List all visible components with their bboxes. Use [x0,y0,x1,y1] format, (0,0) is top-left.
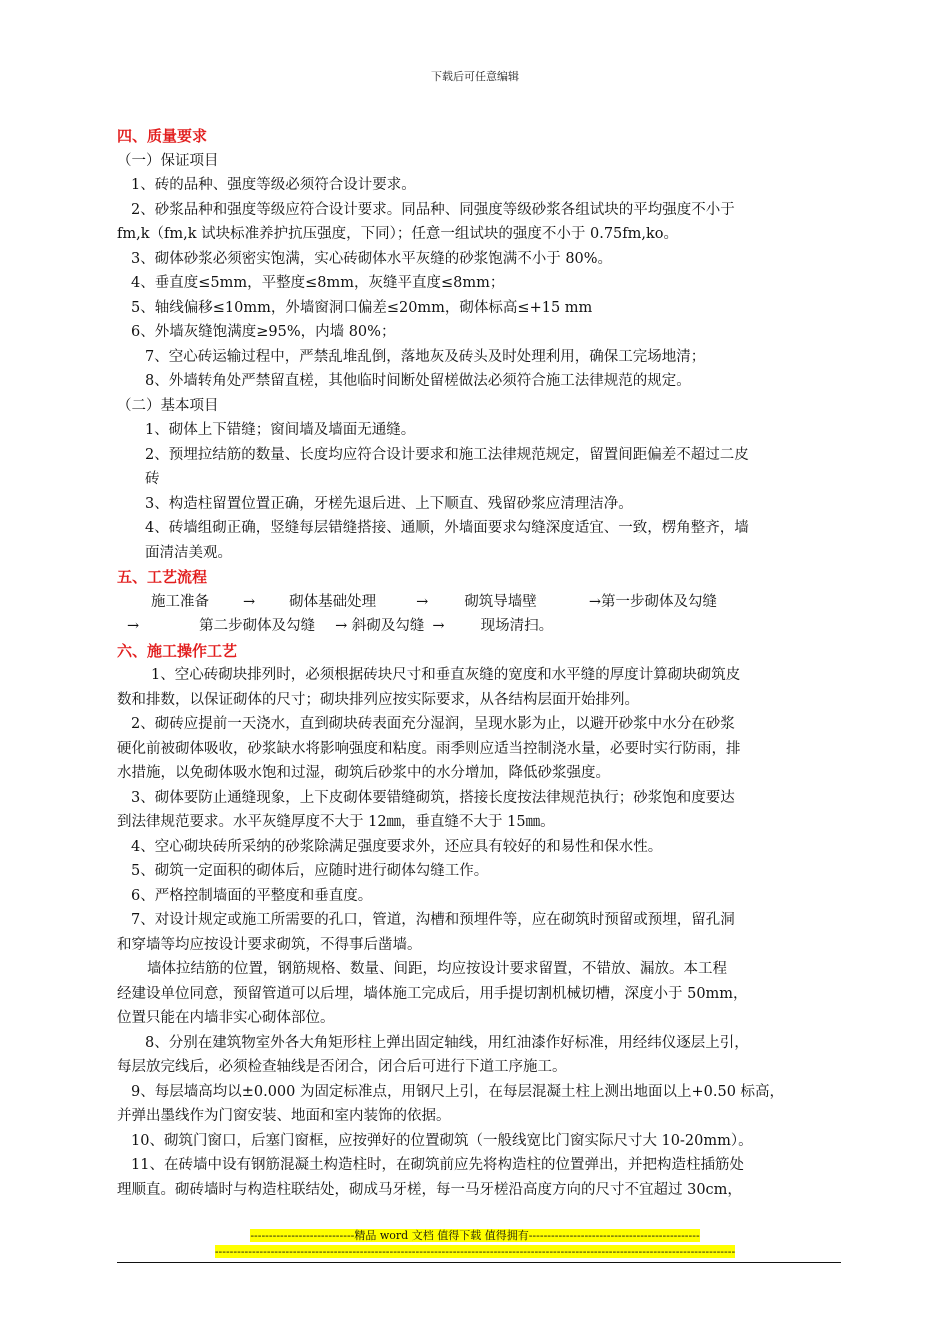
flow-step: 砌筑导墙壁 [464,593,537,610]
paragraph-line: 8、分别在建筑物室外各大角矩形柱上弹出固定轴线，用红油漆作好标准，用经纬仪逐层上引， [145,1034,749,1051]
footer-rule [117,1262,841,1263]
paragraph-line: 2、预埋拉结筋的数量、长度均应符合设计要求和施工法律规范规定，留置间距偏差不超过二皮 [145,446,749,463]
flow-step: 施工准备 [151,593,209,610]
paragraph-line: 理顺直。砌砖墙时与构造柱联结处，砌成马牙槎，每一马牙槎沿高度方向的尺寸不宜超过 30cm， [117,1181,742,1198]
paragraph-line: 墙体拉结筋的位置，钢筋规格、数量、间距，均应按设计要求留置，不错放、漏放。本工程 [147,961,727,977]
paragraph-line: 7、对设计规定或施工所需要的孔口，管道，沟槽和预埋件等，应在砌筑时预留或预埋，留孔洞 [131,912,735,928]
paragraph-line: 数和排数，以保证砌体的尺寸；砌块排列应按实际要求，从各结构层面开始排列。 [117,691,639,708]
paragraph-line: 4、垂直度≤5mm，平整度≤8mm，灰缝平直度≤8mm； [131,275,505,291]
paragraph-line: 每层放完线后，必须检查轴线是否闭合，闭合后可进行下道工序施工。 [117,1059,567,1075]
paragraph-line: 3、砌体砂浆必须密实饱满，实心砖砌体水平灰缝的砂浆饱满不小于 80%。 [131,250,613,267]
flow-step: 现场清扫。 [480,618,554,634]
footer-banner-text: ----------------------------精品 word 文档 值得下载 值得拥有---------------------------------------------- [250,1229,700,1242]
paragraph-line: 1、砖的品种、强度等级必须符合设计要求。 [131,177,416,193]
section-heading: 四、质量要求 [117,127,208,145]
footer-dash-text: -------------------------------------------------------------------------------------------------------------------------------------------- [214,1245,736,1258]
paragraph-line: 1、空心砖砌块排列时，必须根据砖块尺寸和垂直灰缝的宽度和水平缝的厚度计算砌块砌筑皮 [151,667,741,683]
paragraph-line: 4、空心砌块砖所采纳的砂浆除满足强度要求外，还应具有较好的和易性和保水性。 [131,838,663,855]
flow-arrow: → [588,593,601,610]
flow-arrow: → [416,593,429,610]
paragraph-line: 3、构造柱留置位置正确，牙槎先退后进、上下顺直、残留砂浆应清理洁净。 [145,495,633,512]
flow-arrow: → [127,618,140,634]
paragraph-line: 4、砖墙组砌正确，竖缝每层错缝搭接、通顺，外墙面要求勾缝深度适宜、一致，楞角整齐，墙 [145,520,749,536]
paragraph-line: 硬化前被砌体吸收，砂浆缺水将影响强度和粘度。雨季则应适当控制浇水量，必要时实行防雨，排 [117,740,741,757]
paragraph-line: 面清洁美观。 [145,544,232,561]
paragraph-line: 经建设单位同意，预留管道可以后埋，墙体施工完成后，用手提切割机械切槽，深度小于 50mm， [117,985,748,1002]
document-body [117,124,843,1202]
footer-dash-line [0,1245,950,1259]
paragraph-line: 水措施，以免砌体吸水饱和过湿，砌筑后砂浆中的水分增加，降低砂浆强度。 [117,765,610,781]
paragraph-line: 8、外墙转角处严禁留直槎，其他临时间断处留槎做法必须符合施工法律规范的规定。 [145,373,691,389]
page-header: 下载后可任意编辑 [431,70,519,83]
section-heading: 六、施工操作工艺 [117,641,238,660]
process-flow-line [117,590,843,615]
paragraph-line: 砖 [145,471,160,487]
flow-step: → 斜砌及勾缝 [335,618,425,634]
section-heading: 五、工艺流程 [117,568,208,586]
flow-step: 第二步砌体及勾缝 [199,618,316,634]
paragraph-line: 7、空心砖运输过程中，严禁乱堆乱倒，落地灰及砖头及时处理利用，确保工完场地清； [145,348,706,365]
flow-step: 砌体基础处理 [289,593,377,610]
paragraph-line: （二）基本项目 [117,397,219,414]
paragraph-line: （一）保证项目 [117,152,219,169]
paragraph-line: fm,k（fm,k 试块标准养护抗压强度，下同）；任意一组试块的强度不小于 0.75fm,ko。 [117,226,679,242]
paragraph-line: 2、砌砖应提前一天浇水，直到砌块砖表面充分湿润，呈现水影为止，以避开砂浆中水分在砂浆 [131,716,735,732]
paragraph-line: 6、外墙灰缝饱满度≥95%，内墙 80%； [131,324,396,340]
paragraph-line: 9、每层墙高均以±0.000 为固定标准点，用钢尺上引，在每层混凝土柱上测出地面以上+0.50 标高， [131,1083,785,1100]
paragraph-line: 和穿墙等均应按设计要求砌筑，不得事后凿墙。 [117,936,422,953]
process-flow-line [117,614,843,639]
footer-banner [0,1229,950,1243]
flow-arrow: → [432,618,445,634]
paragraph-line: 位置只能在内墙非实心砌体部位。 [117,1010,335,1026]
paragraph-line: 6、严格控制墙面的平整度和垂直度。 [131,887,373,904]
paragraph-line: 到法律规范要求。水平灰缝厚度不大于 12㎜，垂直缝不大于 15㎜。 [117,814,555,830]
flow-step: 第一步砌体及勾缝 [600,593,717,610]
paragraph-line: 2、砂浆品种和强度等级应符合设计要求。同品种、同强度等级砂浆各组试块的平均强度不小于 [131,201,735,218]
paragraph-line: 1、砌体上下错缝；窗间墙及墙面无通缝。 [145,422,416,438]
paragraph-line: 10、砌筑门窗口，后塞门窗框，应按弹好的位置砌筑（一般线宽比门窗实际尺寸大 10-20mm）。 [131,1132,753,1149]
paragraph-line: 并弹出墨线作为门窗安装、地面和室内装饰的依据。 [117,1108,451,1124]
paragraph-line: 5、砌筑一定面积的砌体后，应随时进行砌体勾缝工作。 [131,863,489,879]
paragraph-line: 11、在砖墙中设有钢筋混凝土构造柱时，在砌筑前应先将构造柱的位置弹出，并把构造柱插筋处 [131,1157,744,1173]
paragraph-line: 3、砌体要防止通缝现象，上下皮砌体要错缝砌筑，搭接长度按法律规范执行；砂浆饱和度要达 [131,789,735,806]
paragraph-line: 5、轴线偏移≤10mm，外墙窗洞口偏差≤20mm，砌体标高≤+15 mm [131,299,593,316]
flow-arrow: → [243,593,256,610]
